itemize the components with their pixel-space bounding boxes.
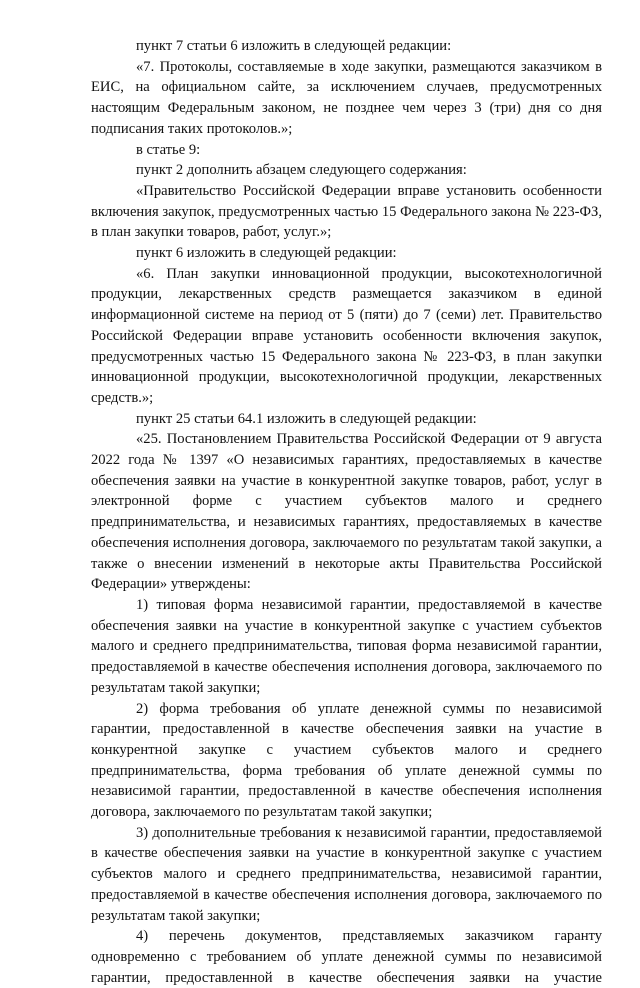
paragraph-article9-intro: в статье 9:	[136, 141, 201, 158]
list-item-2: 2) форма требования об уплате денежной суммы по независимой гарантии, предоставленной в качестве обеспечения заявки на участие в конкурентной закупке с участием субъектов малого и среднего предпринимательства, форма требования об уплате денежной суммы по независимой гарантии, предоставленной в качестве обеспечения исполнения договора, заключаемого по результатам такой закупки;	[91, 700, 602, 821]
paragraph-item2-intro: пункт 2 дополнить абзацем следующего содержания:	[136, 162, 467, 179]
paragraph-government-quote: «Правительство Российской Федерации вправе установить особенности включения закупок, предусмотренных частью 15 Федерального закона № 223-ФЗ, в план закупки товаров, работ, услуг.»;	[91, 182, 602, 241]
paragraph-article64-intro: пункт 25 статьи 64.1 изложить в следующей редакции:	[136, 410, 477, 427]
list-item-1: 1) типовая форма независимой гарантии, предоставляемой в качестве обеспечения заявки на участие в конкурентной закупке с участием субъектов малого и среднего предпринимательства, типовая форма независимой гарантии, предоставляемой в качестве обеспечения исполнения договора, заключаемого по результатам такой закупки;	[91, 596, 602, 696]
paragraph-article6-item7-intro: пункт 7 статьи 6 изложить в следующей редакции:	[136, 38, 452, 54]
paragraph-innovation-plan-quote: «6. План закупки инновационной продукции, высокотехнологичной продукции, лекарственных средств размещается заказчиком в единой информационной системе на период от 5 (пяти) до 7 (семи) лет. Правительство Российской Федерации вправе установить особенности включения закупок, предусмотренных частью 15 Федерального закона № 223-ФЗ, в план закупки инновационной продукции, высокотехнологичной продукции, лекарственных средств.»;	[91, 265, 602, 406]
list-item-4: 4) перечень документов, представляемых заказчиком гаранту одновременно с требованием об уплате денежной суммы по независимой гарантии, предоставленной в качестве обеспечения заявки на участие	[91, 928, 602, 986]
list-item-3: 3) дополнительные требования к независимой гарантии, предоставляемой в качестве обеспечения заявки на участие в конкурентной закупке с участием субъектов малого и среднего предпринимательства, независимой гарантии, предоставляемой в качестве обеспечения исполнения договора, заключаемого по результатам такой закупки;	[91, 824, 602, 924]
paragraph-protocols-quote: «7. Протоколы, составляемые в ходе закупки, размещаются заказчиком в ЕИС, на официальном сайте, за исключением случаев, предусмотренных настоящим Федеральным законом, не позднее чем через 3 (три) дня со дня подписания таких протоколов.»;	[91, 58, 602, 137]
document-page	[91, 36, 602, 988]
paragraph-item6-intro: пункт 6 изложить в следующей редакции:	[136, 245, 397, 262]
paragraph-resolution-quote: «25. Постановлением Правительства Российской Федерации от 9 августа 2022 года № 1397 «О независимых гарантиях, предоставляемых в качестве обеспечения заявки на участие в конкурентной закупке товаров, работ, услуг в электронной форме с участием субъектов малого и среднего предпринимательства, и независимых гарантиях, предоставляемых в качестве обеспечения исполнения договора, заключаемого по результатам такой закупки, а также о внесении изменений в некоторые акты Правительства Российской Федерации» утверждены:	[91, 431, 602, 593]
